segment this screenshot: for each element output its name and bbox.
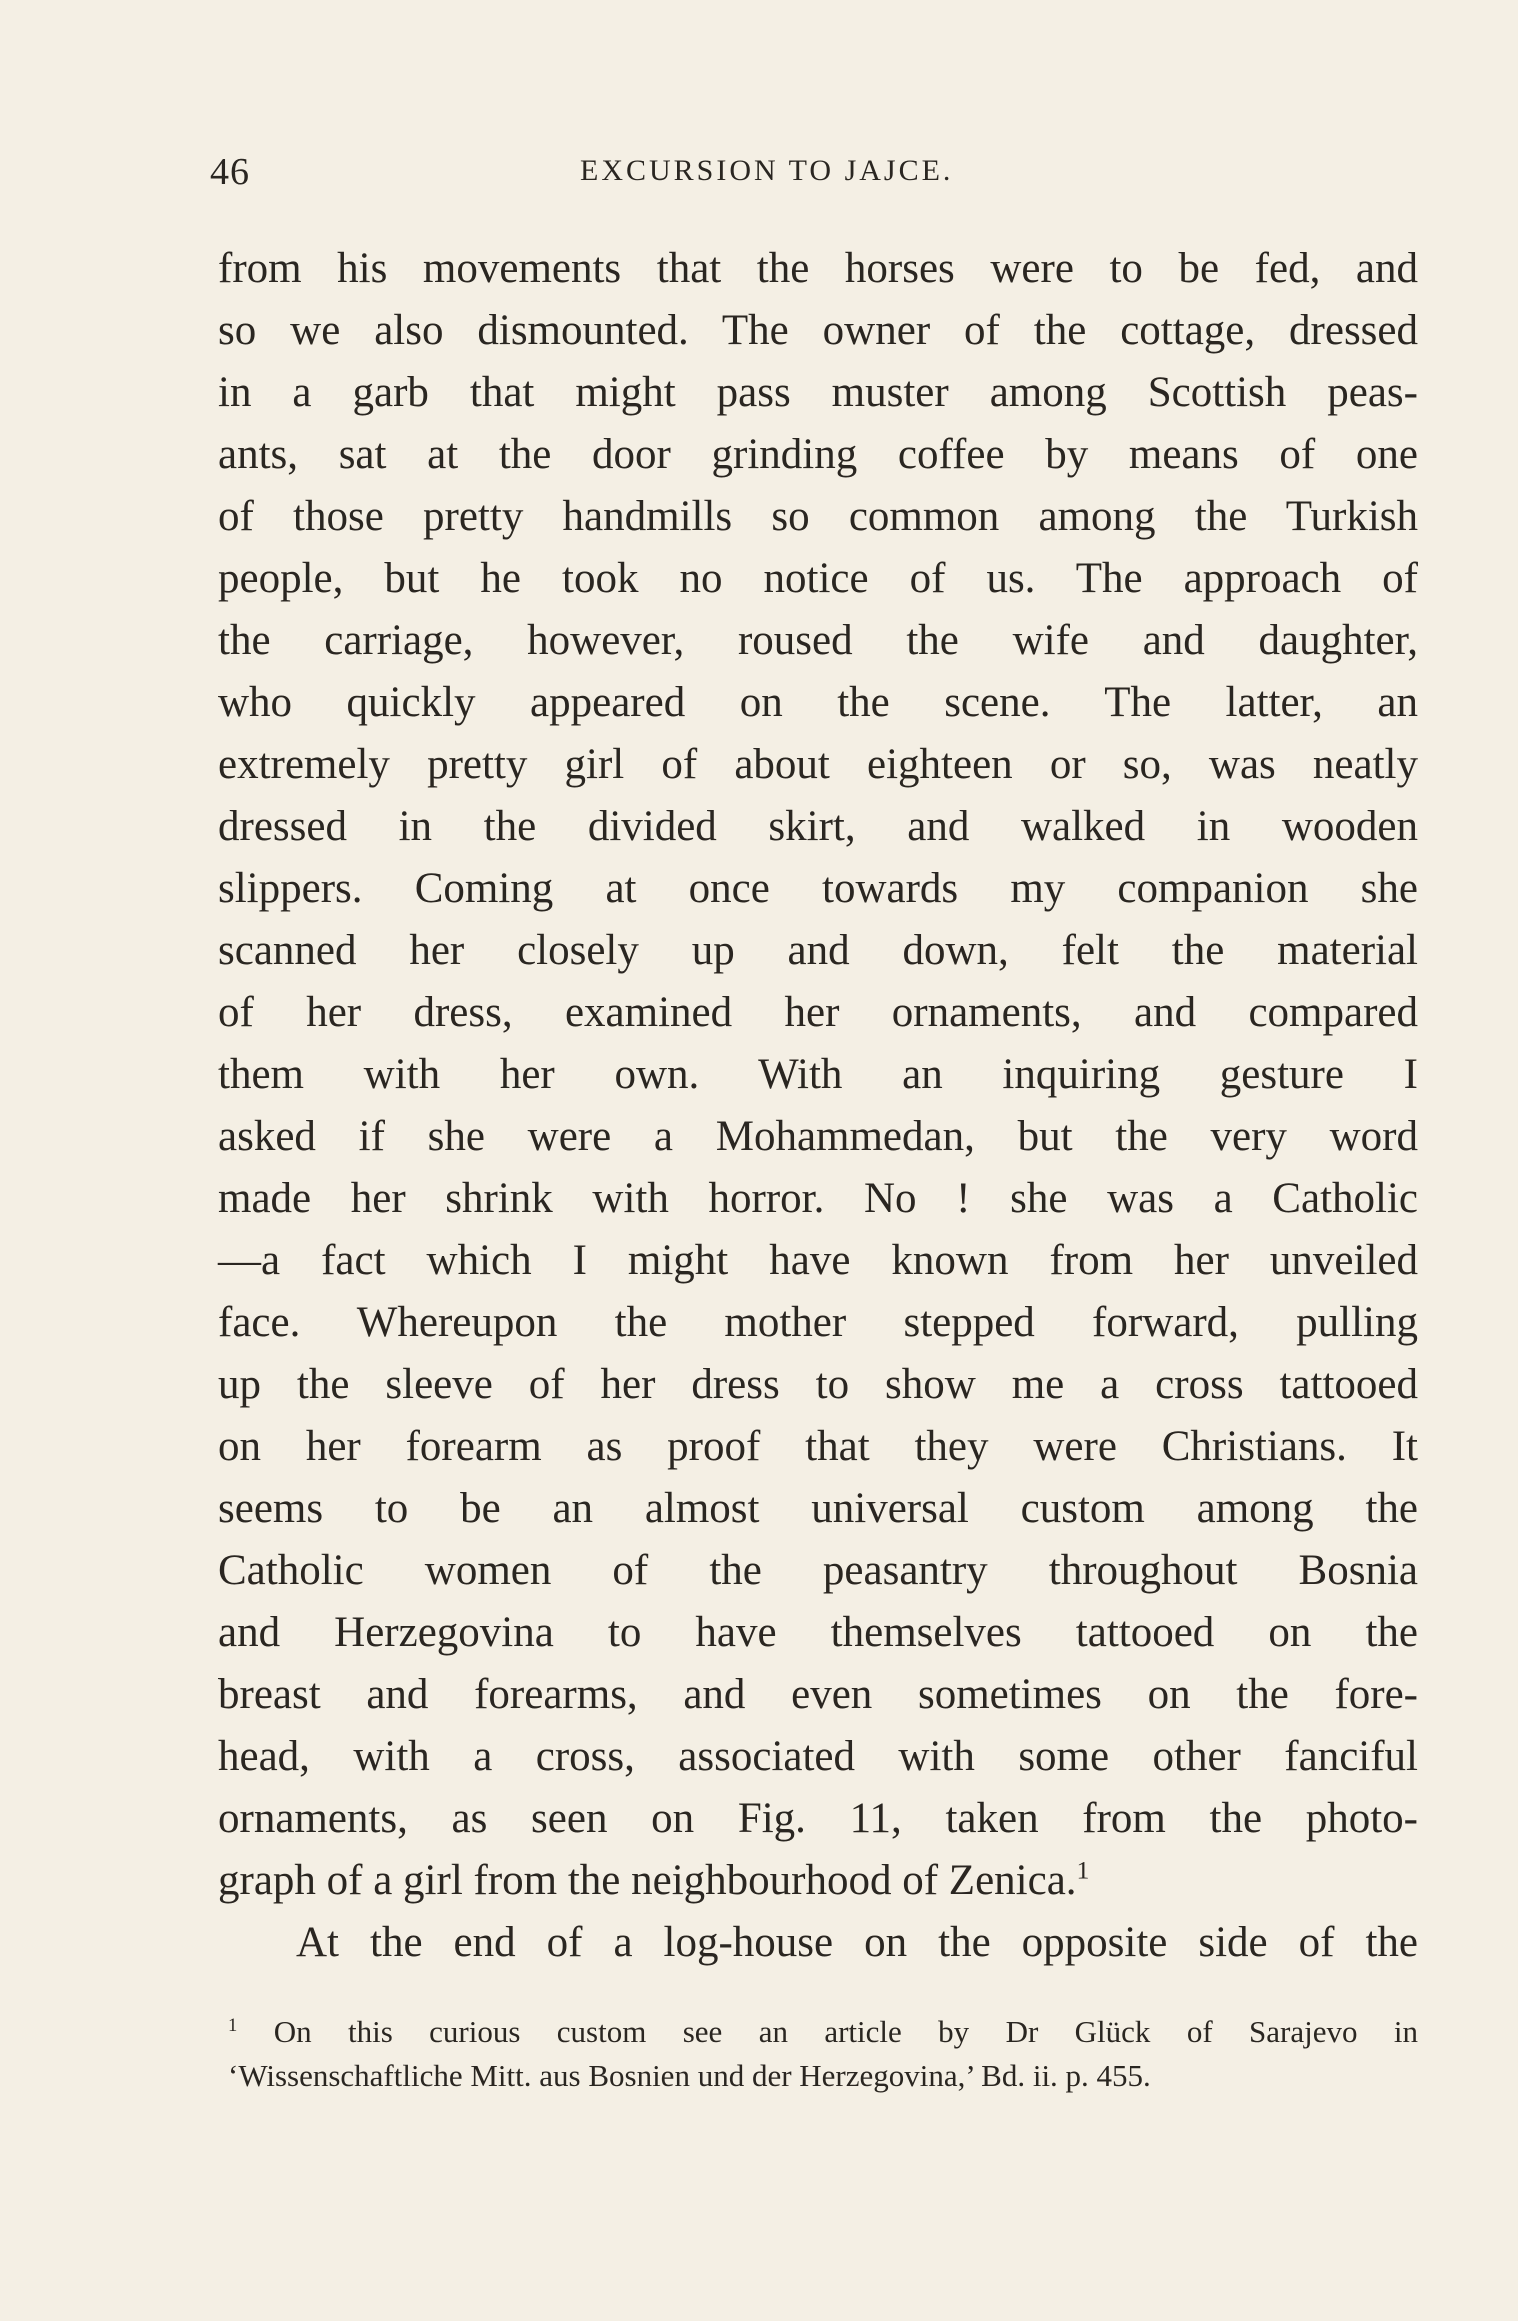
text-line: face. Whereupon the mother stepped forward, pulling — [218, 1299, 1418, 1346]
text-line: extremely pretty girl of about eighteen or so, was neatly — [218, 741, 1418, 788]
text-line: up the sleeve of her dress to show me a cross tattooed — [218, 1361, 1418, 1408]
text-line: Catholic women of the peasantry throughout Bosnia — [218, 1547, 1418, 1594]
paragraph-first-line: At the end of a log-house on the opposite side of the — [296, 1919, 1418, 1966]
text-line: and Herzegovina to have themselves tattooed on the — [218, 1609, 1418, 1656]
footnote-marker: 1 — [228, 2014, 238, 2036]
page-header — [210, 150, 1420, 200]
footnote-line: ‘Wissenschaftliche Mitt. aus Bosnien und der Herzegovina,’ Bd. ii. p. 455. — [228, 2058, 1151, 2093]
text-line: head, with a cross, associated with some other fanciful — [218, 1733, 1418, 1780]
running-title: EXCURSION TO JAJCE. — [580, 154, 954, 187]
text-line: people, but he took no notice of us. The approach of — [218, 555, 1418, 602]
text-line-content: graph of a girl from the neighbourhood of Zenica. — [218, 1857, 1077, 1904]
text-line: the carriage, however, roused the wife and daughter, — [218, 617, 1418, 664]
text-line: of those pretty handmills so common among the Turkish — [218, 493, 1418, 540]
text-line: from his movements that the horses were to be fed, and — [218, 245, 1418, 292]
text-line: in a garb that might pass muster among Scottish peas- — [218, 369, 1418, 416]
text-line: asked if she were a Mohammedan, but the very word — [218, 1113, 1418, 1160]
footnote-reference: 1 — [1076, 1855, 1090, 1885]
text-line: breast and forearms, and even sometimes on the fore- — [218, 1671, 1418, 1718]
text-line: on her forearm as proof that they were Christians. It — [218, 1423, 1418, 1470]
text-line: them with her own. With an inquiring gesture I — [218, 1051, 1418, 1098]
text-line: seems to be an almost universal custom among the — [218, 1485, 1418, 1532]
footnote-text: On this curious custom see an article by Dr Glück of Sarajevo in — [273, 2014, 1418, 2049]
text-line: made her shrink with horror. No ! she was a Catholic — [218, 1175, 1418, 1222]
text-line — [218, 1850, 1418, 1912]
text-line: so we also dismounted. The owner of the cottage, dressed — [218, 307, 1418, 354]
text-line: slippers. Coming at once towards my companion she — [218, 865, 1418, 912]
text-line: —a fact which I might have known from her unveiled — [218, 1237, 1418, 1284]
text-line: ants, sat at the door grinding coffee by means of one — [218, 431, 1418, 478]
text-line: who quickly appeared on the scene. The latter, an — [218, 679, 1418, 726]
footnote-line — [228, 2010, 1418, 2054]
text-line: ornaments, as seen on Fig. 11, taken from the photo- — [218, 1795, 1418, 1842]
text-line: dressed in the divided skirt, and walked in wooden — [218, 803, 1418, 850]
body-text — [218, 238, 1418, 1974]
text-line: scanned her closely up and down, felt the material — [218, 927, 1418, 974]
page-number: 46 — [210, 151, 250, 193]
footnote — [228, 2010, 1418, 2098]
text-line: of her dress, examined her ornaments, and compared — [218, 989, 1418, 1036]
